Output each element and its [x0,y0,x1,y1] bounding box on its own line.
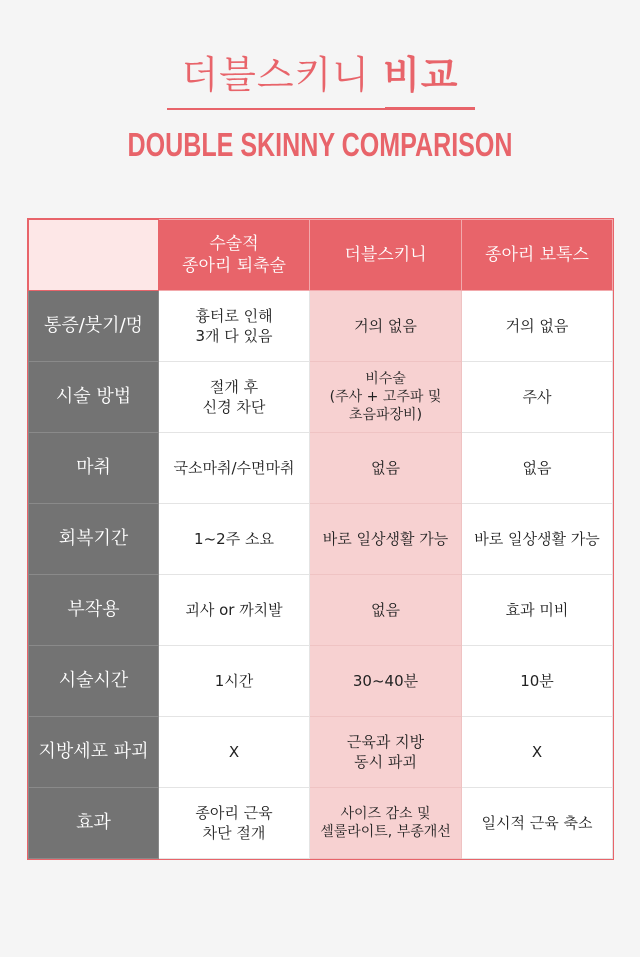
table-cell: 10분 [462,646,613,717]
table-row [29,575,613,646]
table-cell: 없음 [462,433,613,504]
row-label: 시술 방법 [29,362,159,433]
table-cell: 거의 없음 [462,291,613,362]
table-cell-highlight: 없음 [310,575,462,646]
table-row [29,788,613,859]
table-cell-highlight: 바로 일상생활 가능 [310,504,462,575]
table-cell-highlight: 사이즈 감소 및 셀룰라이트, 부종개선 [310,788,462,859]
table-cell: 괴사 or 까치발 [159,575,310,646]
table-cell-highlight: 비수술 (주사 + 고주파 및 초음파장비) [310,362,462,433]
page-subtitle: DOUBLE SKINNY COMPARISON [127,126,513,163]
row-label: 마취 [29,433,159,504]
table-cell: 효과 미비 [462,575,613,646]
row-label: 시술시간 [29,646,159,717]
table-corner-cell [29,220,159,291]
table-row [29,717,613,788]
table-row [29,291,613,362]
table-cell-highlight: 30~40분 [310,646,462,717]
table-row [29,504,613,575]
table-cell: X [462,717,613,788]
table-cell-highlight: 근육과 지방 동시 파괴 [310,717,462,788]
table-cell: 1~2주 소요 [159,504,310,575]
table-cell: 일시적 근육 축소 [462,788,613,859]
title-emphasis: 비교 [383,53,459,97]
table-cell: X [159,717,310,788]
header [0,0,640,200]
table-cell: 주사 [462,362,613,433]
table-row [29,433,613,504]
row-label: 부작용 [29,575,159,646]
table-cell: 흉터로 인해 3개 다 있음 [159,291,310,362]
table-cell: 바로 일상생활 가능 [462,504,613,575]
table-cell: 1시간 [159,646,310,717]
table-cell: 종아리 근육 차단 절개 [159,788,310,859]
title-underline-accent [385,107,475,110]
table-cell-highlight: 거의 없음 [310,291,462,362]
column-header-surgical: 수술적 종아리 퇴축술 [159,220,310,291]
table-row [29,362,613,433]
title-main: 더블스키니 [181,53,384,97]
table-cell: 국소마취/수면마취 [159,433,310,504]
page-title [0,44,640,99]
row-label: 효과 [29,788,159,859]
column-header-botox: 종아리 보톡스 [462,220,613,291]
table-cell-highlight: 없음 [310,433,462,504]
row-label: 회복기간 [29,504,159,575]
column-header-double-skinny: 더블스키니 [310,220,462,291]
row-label: 통증/붓기/멍 [29,291,159,362]
comparison-table [28,219,613,859]
row-label: 지방세포 파괴 [29,717,159,788]
table-cell: 절개 후 신경 차단 [159,362,310,433]
table-header-row [29,220,613,291]
table-row [29,646,613,717]
